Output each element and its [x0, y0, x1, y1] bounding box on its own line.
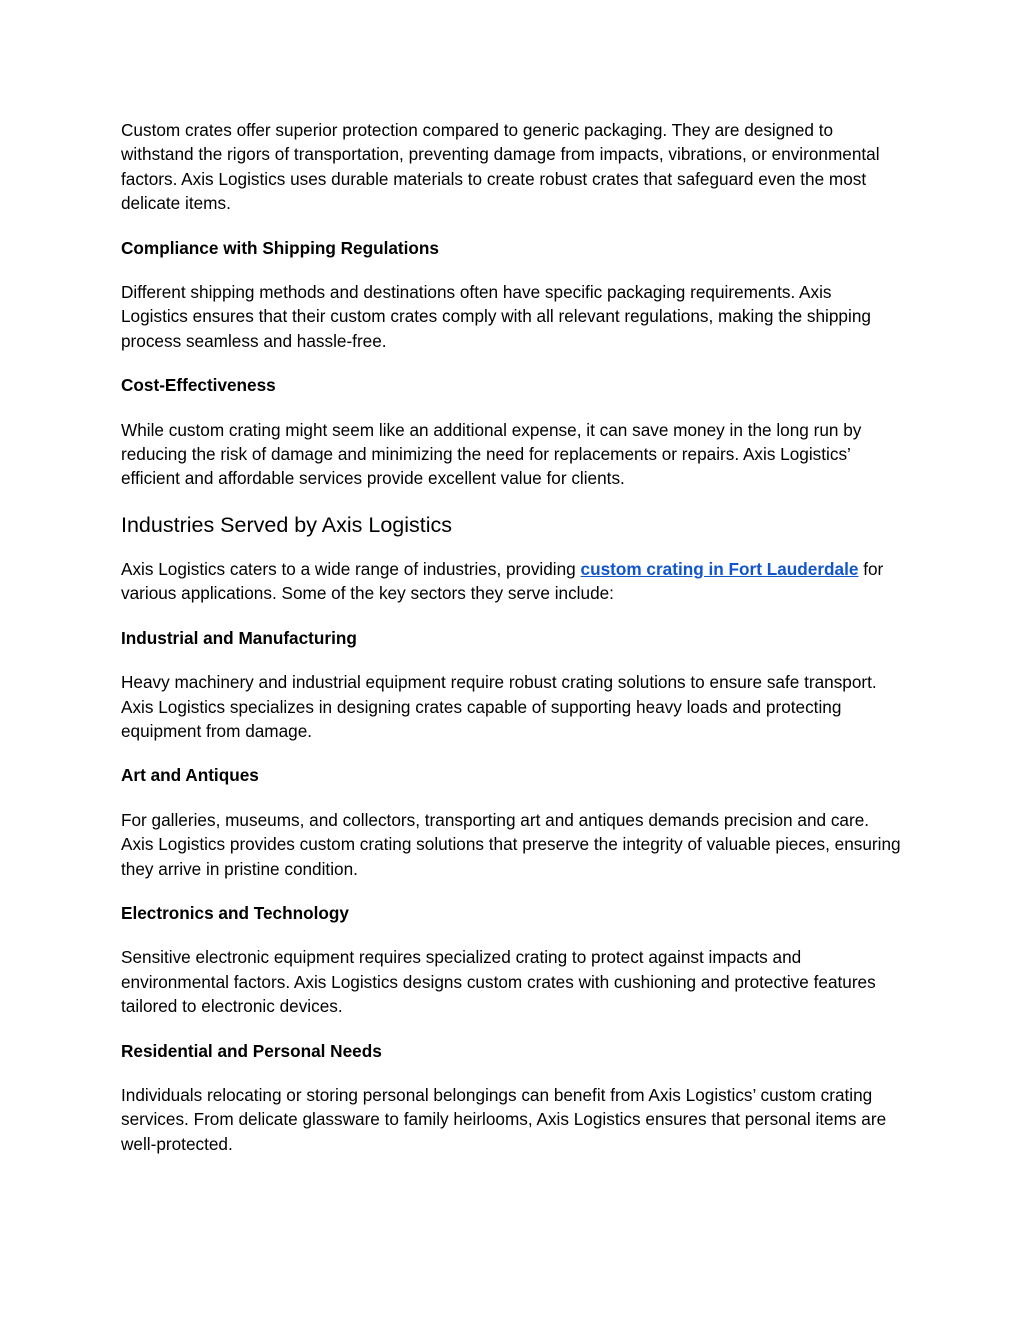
- industrial-heading: Industrial and Manufacturing: [121, 627, 357, 648]
- industries-intro-before-link: Axis Logistics caters to a wide range of industries, providing: [121, 558, 581, 579]
- document-page: [121, 118, 901, 1176]
- cost-paragraph: While custom crating might seem like an additional expense, it can save money in the long run by reducing the risk of damage and minimizing the need for replacements or repairs. Axis Logistics’ efficient and affordable services provide excellent value for clients.: [121, 419, 862, 489]
- electronics-paragraph: Sensitive electronic equipment requires specialized crating to protect against impacts and environmental factors. Axis Logistics designs custom crates with cushioning and protective features tailored to electronic devices.: [121, 947, 876, 1017]
- industries-intro-after-link: for various applications. Some of the key sectors they serve include:: [121, 558, 884, 604]
- art-heading: Art and Antiques: [121, 765, 259, 786]
- electronics-heading: Electronics and Technology: [121, 902, 349, 923]
- industrial-paragraph: Heavy machinery and industrial equipment require robust crating solutions to ensure safe transport. Axis Logistics specializes in designing crates capable of supporting heavy loads and protecting equipment from damage.: [121, 672, 877, 741]
- custom-crating-link[interactable]: custom crating in Fort Lauderdale: [580, 558, 859, 579]
- residential-paragraph: Individuals relocating or storing personal belongings can benefit from Axis Logistics’ custom crating services. From delicate glassware to family heirlooms, Axis Logistics ensures that personal items are well-protected.: [121, 1084, 887, 1154]
- cost-heading: Cost-Effectiveness: [121, 375, 276, 396]
- art-paragraph: For galleries, museums, and collectors, transporting art and antiques demands precision and care. Axis Logistics provides custom crating solutions that preserve the integrity of valuable pieces, ensuring they arrive in pristine condition.: [121, 809, 901, 879]
- compliance-heading: Compliance with Shipping Regulations: [121, 237, 439, 258]
- residential-heading: Residential and Personal Needs: [121, 1040, 382, 1061]
- intro-paragraph: Custom crates offer superior protection compared to generic packaging. They are designed to withstand the rigors of transportation, preventing damage from impacts, vibrations, or environmental factors. Axis Logistics uses durable materials to create robust crates that safeguard even the most delicate items.: [121, 120, 880, 214]
- industries-intro-paragraph: [121, 557, 901, 606]
- compliance-paragraph: Different shipping methods and destinations often have specific packaging requirements. Axis Logistics ensures that their custom crates comply with all relevant regulations, making the shipping process seamless and hassle-free.: [121, 282, 871, 351]
- industries-heading: Industries Served by Axis Logistics: [121, 512, 453, 537]
